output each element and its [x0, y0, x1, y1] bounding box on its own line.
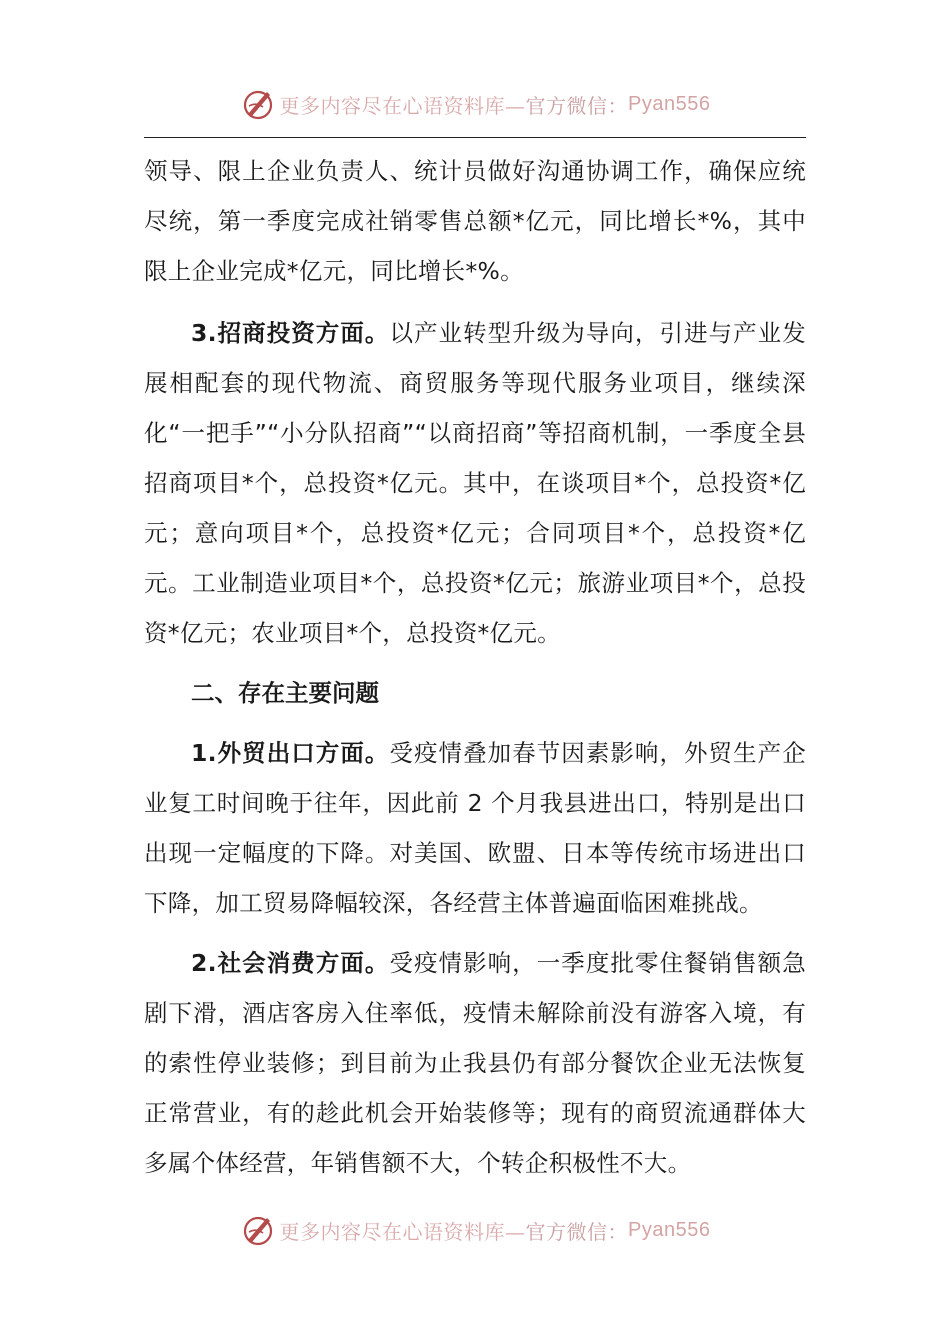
- banner-text: 更多内容尽在心语资料库—: [279, 1219, 526, 1244]
- banner-wechat-label: 官方微信：: [525, 93, 629, 118]
- header-divider: [144, 137, 806, 138]
- banner-wechat-id: Pyan556: [628, 1218, 711, 1241]
- paragraph-body: 以产业转型升级为导向，引进与产业发展相配套的现代物流、商贸服务等现代服务业项目，继续深化“一把手”“小分队招商”“以商招商”等招商机制，一季度全县招商项目*个，总投资*亿元。其中，在谈项目*个，总投资*亿元；意向项目*个，总投资*亿元；合同项目*个，总投资*亿元。工业制造业项目*个，总投资*亿元；旅游业项目*个，总投资*亿元；农业项目*个，总投资*亿元。: [144, 319, 806, 647]
- paragraph-retail-continued: 领导、限上企业负责人、统计员做好沟通协调工作，确保应统尽统，第一季度完成社销零售总额*亿元，同比增长*%，其中限上企业完成*亿元，同比增长*%。: [144, 157, 806, 285]
- banner-wechat-label: 官方微信：: [525, 1219, 629, 1244]
- paragraph-investment: [144, 308, 806, 658]
- banner-wechat-id: Pyan556: [628, 92, 711, 115]
- document-body: [144, 146, 806, 1198]
- paragraph-heading: 1.外贸出口方面。: [191, 739, 390, 767]
- paragraph-body: 受疫情影响，一季度批零住餐销售额急剧下滑，酒店客房入住率低，疫情未解除前没有游客入境，有的索性停业装修；到目前为止我县仍有部分餐饮企业无法恢复正常营业，有的趁此机会开始装修等；现有的商贸流通群体大多属个体经营，年销售额不大，个转企积极性不大。: [144, 949, 806, 1177]
- section-heading-problems: 二、存在主要问题: [191, 679, 379, 707]
- footer-banner: [0, 1208, 950, 1252]
- header-banner: [0, 82, 950, 126]
- paragraph-heading: 2.社会消费方面。: [191, 949, 390, 977]
- banner-text: 更多内容尽在心语资料库—: [279, 93, 526, 118]
- paragraph-heading: 3.招商投资方面。: [191, 319, 390, 347]
- paragraph-consumption: [144, 938, 806, 1188]
- quill-logo-icon: [240, 1212, 276, 1248]
- quill-logo-icon: [240, 86, 276, 122]
- paragraph-body: 受疫情叠加春节因素影响，外贸生产企业复工时间晚于往年，因此前 2 个月我县进出口，特别是出口出现一定幅度的下降。对美国、欧盟、日本等传统市场进出口下降，加工贸易降幅较深，各经营主体普遍面临困难挑战。: [144, 739, 806, 917]
- paragraph-foreign-trade: [144, 728, 806, 928]
